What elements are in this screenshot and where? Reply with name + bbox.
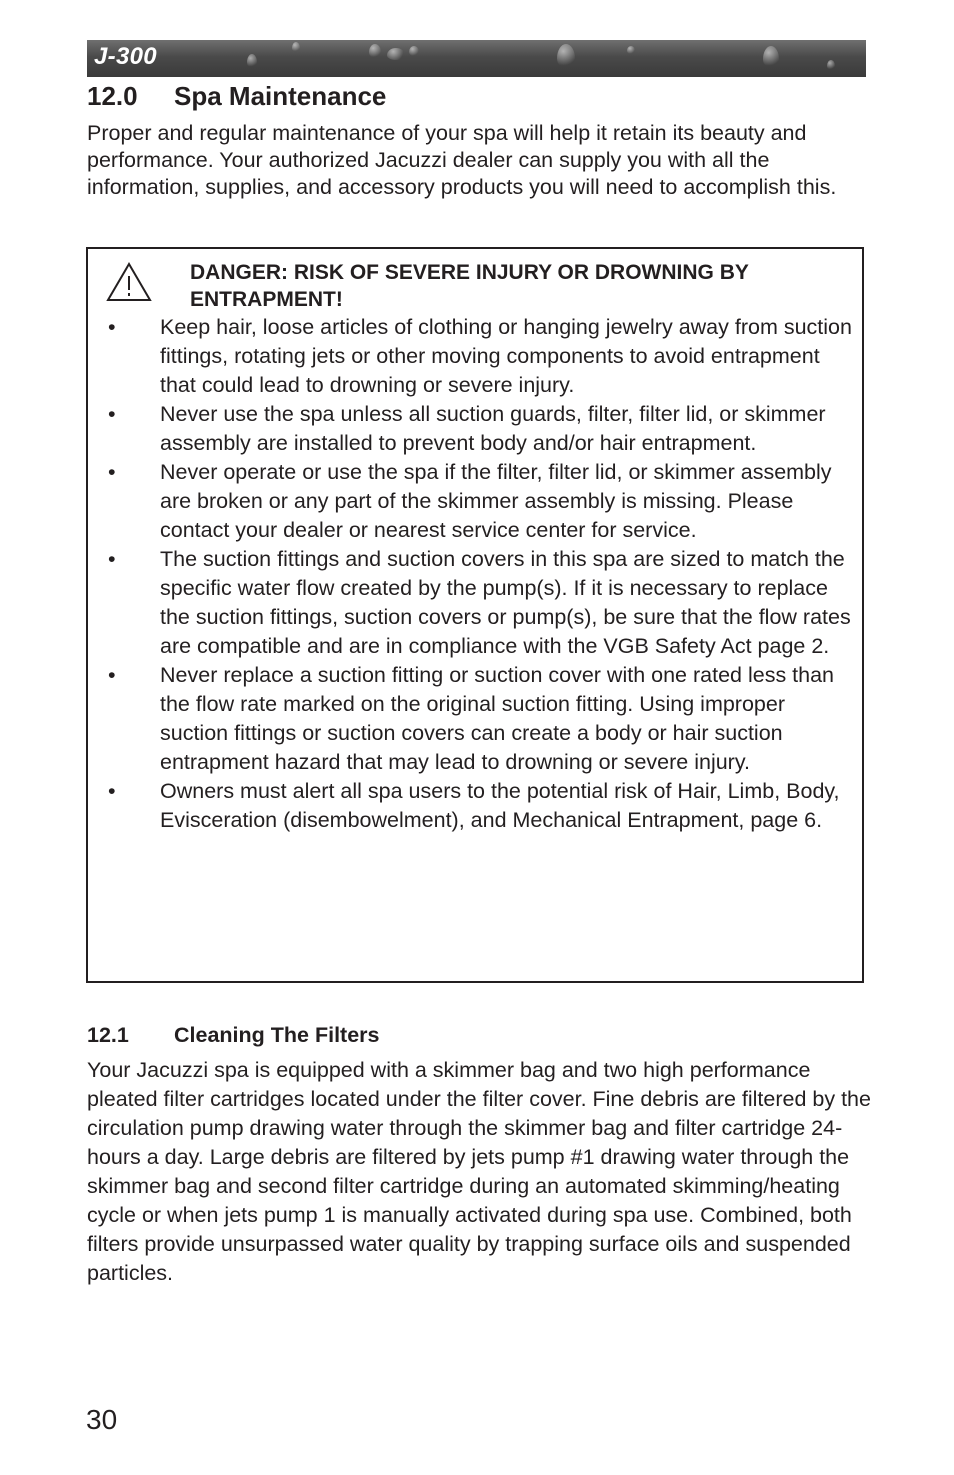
danger-title: DANGER: RISK OF SEVERE INJURY OR DROWNING BY ENTRAPMENT! (190, 261, 749, 311)
section-heading: Spa Maintenance (174, 81, 387, 111)
water-drop-decoration (387, 48, 405, 60)
list-item-text: The suction fittings and suction covers in this spa are sized to match the specific water flow created by the pump(s). If it is necessary to replace the suction fittings, suction covers or pump(s), be sure that the flow rates are compatible and are in compliance with the VGB Safety Act page 2. (160, 547, 851, 658)
list-item (88, 313, 864, 400)
section-number: 12.0 (87, 81, 138, 111)
list-item-text: Never operate or use the spa if the filter, filter lid, or skimmer assembly are broken or any part of the skimmer assembly is missing. Please contact your dealer or nearest service center for service. (160, 460, 832, 542)
list-item-text: Keep hair, loose articles of clothing or hanging jewelry away from suction fittings, rotating jets or other moving components to avoid entrapment that could lead to drowning or severe injury. (160, 315, 852, 397)
bullet: • (108, 547, 116, 571)
bullet: • (108, 402, 116, 426)
list-item (88, 545, 864, 661)
bullet: • (108, 460, 116, 484)
section-title (87, 81, 386, 112)
subsection-title (87, 1023, 379, 1048)
intro-paragraph: Proper and regular maintenance of your spa will help it retain its beauty and performance. Your authorized Jacuzzi dealer can supply you with all the information, supplies, and accessory products you will need to accomplish this. (87, 121, 837, 199)
danger-list (88, 313, 864, 835)
bullet: • (108, 315, 116, 339)
list-item (88, 661, 864, 777)
page-number: 30 (86, 1404, 118, 1435)
list-item-text: Never use the spa unless all suction guards, filter, filter lid, or skimmer assembly are installed to prevent body and/or hair entrapment. (160, 402, 826, 455)
water-drop-decoration (827, 60, 835, 70)
header-banner (87, 40, 866, 77)
danger-warning-box (86, 247, 864, 983)
model-label: J-300 (94, 43, 157, 70)
bullet: • (108, 779, 116, 803)
water-drop-decoration (409, 46, 419, 56)
water-drop-decoration (369, 44, 381, 58)
list-item (88, 458, 864, 545)
list-item-text: Owners must alert all spa users to the potential risk of Hair, Limb, Body, Evisceration (disembowelment), and Mechanical Entrapment, page 6. (160, 779, 840, 832)
list-item (88, 400, 864, 458)
list-item (88, 777, 864, 835)
water-drop-decoration (292, 42, 300, 52)
subsection-number: 12.1 (87, 1023, 129, 1047)
water-drop-decoration (763, 46, 779, 68)
water-drop-decoration (247, 54, 257, 68)
filters-paragraph: Your Jacuzzi spa is equipped with a skimmer bag and two high performance pleated filter cartridges located under the filter cover. Fine debris are filtered by the circulation pump drawing water through the skimmer bag and filter cartridge 24-hours a day. Large debris are filtered by jets pump #1 drawing water through the skimmer bag and second filter cartridge during an automated skimming/heating cycle or when jets pump 1 is manually activated during spa use. Combined, both filters provide unsurpassed water quality by trapping surface oils and suspended particles. (87, 1058, 871, 1285)
subsection-heading: Cleaning The Filters (174, 1023, 380, 1047)
list-item-text: Never replace a suction fitting or suction cover with one rated less than the flow rate marked on the original suction fitting. Using improper suction fittings or suction covers can create a body or hair suction entrapment hazard that may lead to drowning or severe injury. (160, 663, 835, 774)
warning-triangle-icon (106, 261, 152, 303)
water-drop-decoration (627, 46, 635, 54)
bullet: • (108, 663, 116, 687)
water-drop-decoration (557, 44, 575, 68)
